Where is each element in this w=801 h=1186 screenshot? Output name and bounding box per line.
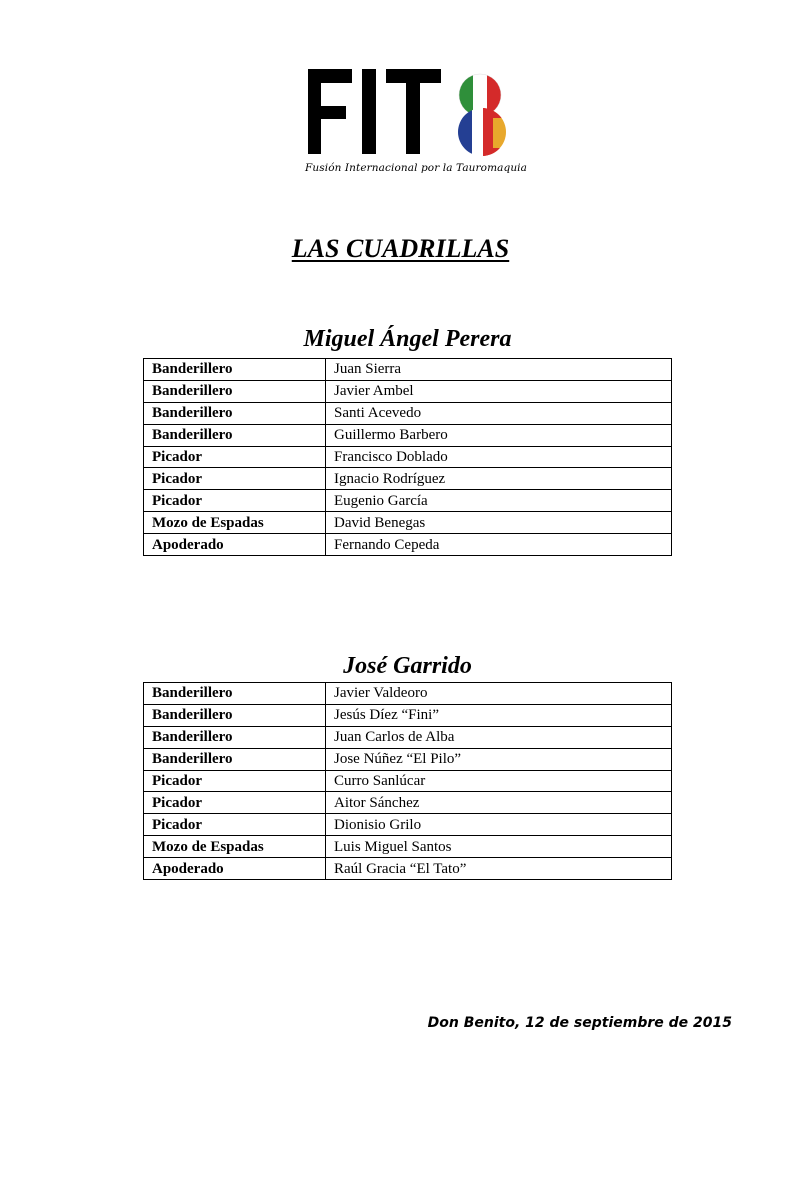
crew-table-perera — [143, 358, 672, 556]
table-row — [144, 858, 672, 880]
section-title-perera: Miguel Ángel Perera — [303, 326, 512, 352]
fit-logo-mark — [305, 66, 520, 158]
table-row — [144, 792, 672, 814]
person-cell: Santi Acevedo — [326, 402, 672, 424]
place-date-footer: Don Benito, 12 de septiembre de 2015 — [427, 1015, 732, 1031]
person-cell: Jesús Díez “Fini” — [326, 704, 672, 726]
table-row — [144, 683, 672, 705]
table-row — [144, 814, 672, 836]
role-cell: Picador — [144, 490, 326, 512]
person-cell: David Benegas — [326, 512, 672, 534]
table-row — [144, 836, 672, 858]
logo-tagline: Fusión Internacional por la Tauromaquia — [305, 162, 528, 174]
role-cell: Picador — [144, 792, 326, 814]
table-row — [144, 534, 672, 556]
person-cell: Javier Valdeoro — [326, 683, 672, 705]
table-row — [144, 748, 672, 770]
page-title: LAS CUADRILLAS — [291, 234, 510, 263]
person-cell: Fernando Cepeda — [326, 534, 672, 556]
person-cell: Raúl Gracia “El Tato” — [326, 858, 672, 880]
fit-logo — [305, 66, 528, 181]
crew-table-garrido — [143, 682, 672, 880]
table-row — [144, 402, 672, 424]
role-cell: Banderillero — [144, 380, 326, 402]
role-cell: Mozo de Espadas — [144, 836, 326, 858]
person-cell: Luis Miguel Santos — [326, 836, 672, 858]
role-cell: Banderillero — [144, 359, 326, 381]
table-row — [144, 446, 672, 468]
section-title-garrido: José Garrido — [343, 653, 472, 679]
role-cell: Apoderado — [144, 534, 326, 556]
person-cell: Juan Carlos de Alba — [326, 726, 672, 748]
role-cell: Banderillero — [144, 726, 326, 748]
role-cell: Apoderado — [144, 858, 326, 880]
role-cell: Banderillero — [144, 683, 326, 705]
role-cell: Banderillero — [144, 402, 326, 424]
person-cell: Eugenio García — [326, 490, 672, 512]
role-cell: Banderillero — [144, 424, 326, 446]
role-cell: Picador — [144, 814, 326, 836]
table-row — [144, 468, 672, 490]
table-row — [144, 726, 672, 748]
person-cell: Jose Núñez “El Pilo” — [326, 748, 672, 770]
person-cell: Juan Sierra — [326, 359, 672, 381]
person-cell: Javier Ambel — [326, 380, 672, 402]
person-cell: Guillermo Barbero — [326, 424, 672, 446]
person-cell: Dionisio Grilo — [326, 814, 672, 836]
person-cell: Aitor Sánchez — [326, 792, 672, 814]
role-cell: Picador — [144, 770, 326, 792]
role-cell: Picador — [144, 468, 326, 490]
role-cell: Banderillero — [144, 748, 326, 770]
person-cell: Ignacio Rodríguez — [326, 468, 672, 490]
role-cell: Picador — [144, 446, 326, 468]
table-row — [144, 490, 672, 512]
role-cell: Banderillero — [144, 704, 326, 726]
table-row — [144, 512, 672, 534]
table-row — [144, 359, 672, 381]
role-cell: Mozo de Espadas — [144, 512, 326, 534]
table-row — [144, 380, 672, 402]
table-row — [144, 704, 672, 726]
table-row — [144, 770, 672, 792]
france-spain-flag-circle-icon — [455, 106, 508, 158]
person-cell: Curro Sanlúcar — [326, 770, 672, 792]
table-row — [144, 424, 672, 446]
person-cell: Francisco Doblado — [326, 446, 672, 468]
